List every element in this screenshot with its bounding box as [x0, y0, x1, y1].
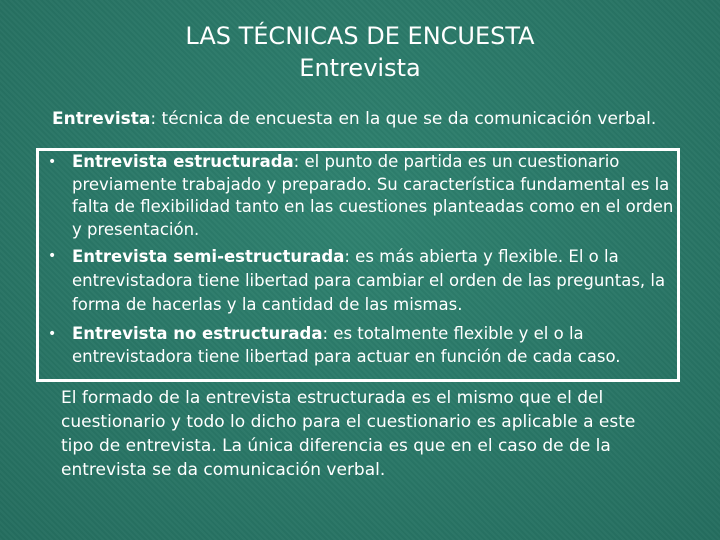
list-item-semi-structured — [48, 245, 684, 317]
list-item-unstructured — [48, 323, 684, 368]
item-term: Entrevista estructurada — [72, 152, 294, 171]
bullet-icon: • — [48, 248, 57, 264]
item-text: : es más abierta y flexible. El o la entrevistadora tiene libertad para cambiar el orden de las preguntas, la forma de hacerlas y la cantidad de las mismas. — [72, 247, 666, 314]
interview-types-box — [36, 148, 680, 382]
title-line-2: Entrevista — [299, 54, 421, 82]
slide-title — [0, 20, 720, 84]
item-term: Entrevista semi-estructurada — [72, 247, 345, 266]
item-text: : el punto de partida es un cuestionario previamente trabajado y preparado. Su característica fundamental es la falta de flexibilidad tanto en las cuestiones planteadas como en el orden y presentación. — [72, 152, 674, 239]
bullet-icon: • — [48, 326, 57, 342]
item-term: Entrevista no estructurada — [72, 324, 323, 343]
list-item-structured — [48, 151, 684, 241]
bullet-icon: • — [48, 154, 57, 170]
definition-text: : técnica de encuesta en la que se da comunicación verbal. — [150, 109, 657, 129]
title-line-1: LAS TÉCNICAS DE ENCUESTA — [185, 22, 535, 50]
definition-term: Entrevista — [52, 109, 151, 129]
closing-paragraph: El formado de la entrevista estructurada es el mismo que el del cuestionario y todo lo dicho para el cuestionario es aplicable a este tipo de entrevista. La única diferencia es que en el caso de de la entrevista se da comunicación verbal. — [61, 388, 636, 480]
item-text: : es totalmente flexible y el o la entrevistadora tiene libertad para actuar en función de cada caso. — [72, 324, 621, 366]
definition — [52, 107, 702, 131]
